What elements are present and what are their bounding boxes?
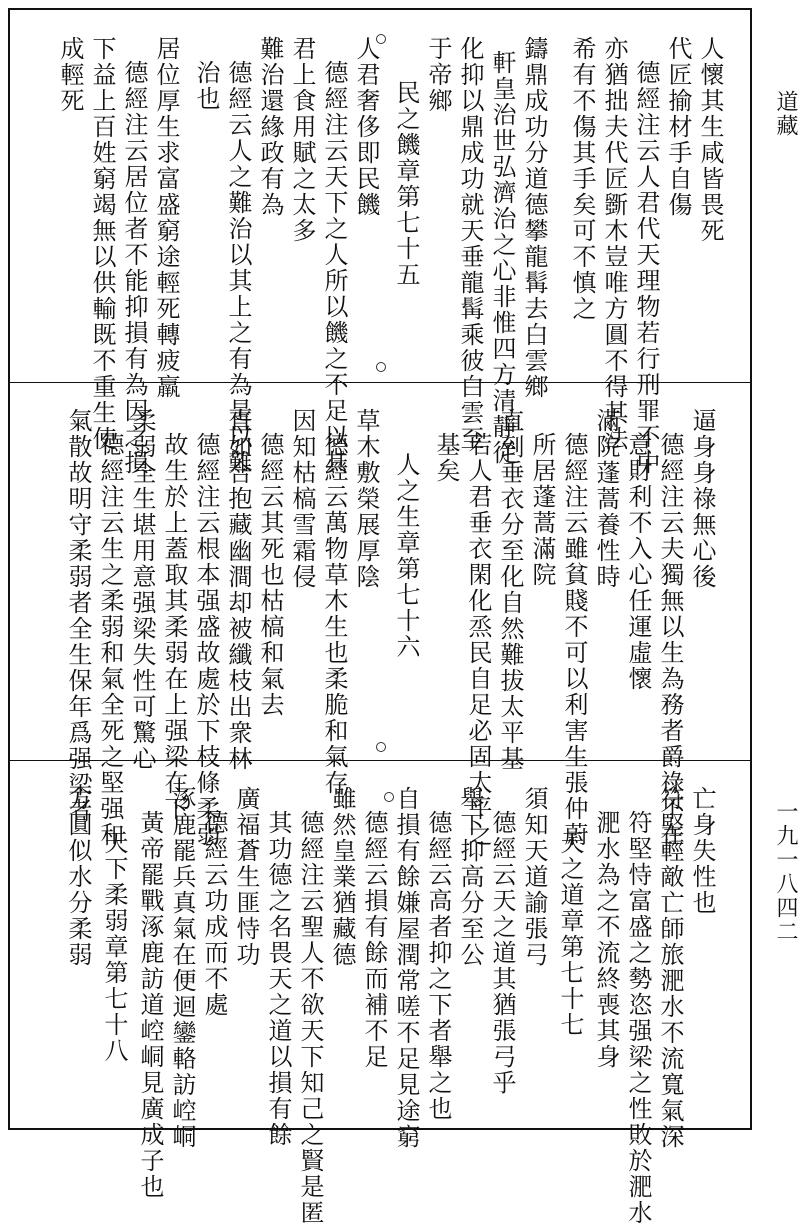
text-column: 治也 bbox=[192, 60, 220, 112]
text-column: 涿鹿罷兵真氣在便迴鑾輅訪崆峒 bbox=[168, 786, 196, 1150]
text-column: 難治還緣政有為 bbox=[256, 36, 284, 218]
punctuation-circle bbox=[376, 742, 386, 752]
text-column: 德經云損有餘而補不足 bbox=[360, 810, 388, 1070]
text-column: 下益上百姓窮竭無以供輸既不重生使 bbox=[88, 36, 116, 452]
text-column: 人懷其生咸皆畏死 bbox=[696, 36, 724, 244]
text-column: 因知枯槁雪霜侵 bbox=[288, 408, 316, 590]
text-column: 符堅輕敵亡師旅淝水不流寬氣深 bbox=[656, 786, 684, 1150]
text-column: 成輕死 bbox=[56, 36, 84, 114]
text-column: 逼身身祿無心後 bbox=[688, 408, 716, 590]
punctuation-circle bbox=[376, 362, 386, 372]
text-column: 德經注云雖貧賤不可以利害生張仲蔚 bbox=[560, 432, 588, 848]
text-column: 人君奢侈即民饑 bbox=[352, 36, 380, 218]
text-column: 廣福蒼生匪恃功 bbox=[232, 786, 260, 968]
text-column: 方圓似水分柔弱 bbox=[64, 786, 92, 968]
text-column: 德經云萬物草木生也柔脆和氣存 bbox=[320, 432, 348, 796]
text-column: 符堅恃富盛之勢恣强梁之性敗於淝水 bbox=[624, 810, 652, 1226]
text-column: 所居蓬蒿滿院 bbox=[528, 432, 556, 588]
punctuation-circle bbox=[376, 34, 386, 44]
page-number: 一九一八四二 bbox=[773, 800, 798, 944]
text-column: 自損有餘嫌屋潤常嗟不足見途窮 bbox=[392, 786, 420, 1150]
text-column: 雖然皇業猶藏德 bbox=[328, 786, 356, 968]
text-column: 其功德之名畏天之道以損有餘 bbox=[264, 810, 292, 1148]
panel-2 bbox=[12, 392, 746, 848]
panel-3 bbox=[12, 770, 746, 1226]
text-column: 鑄鼎成功分道德攀龍髯去白雲鄉 bbox=[520, 36, 548, 400]
text-column: 須知天道諭張弓 bbox=[520, 786, 548, 968]
text-column: 德經注云夫獨無以生為務者爵祿不在 bbox=[656, 432, 684, 848]
text-column: 德經云功成而不處 bbox=[200, 810, 228, 1018]
text-column: 滿院蓬蒿養性時 bbox=[592, 408, 620, 590]
text-column: 德經云天之道其猶張弓乎 bbox=[488, 810, 516, 1096]
text-column: 德經云人之難治以其上之有為是以難 bbox=[224, 60, 252, 476]
text-column: 直如合抱藏幽澗却被纖枝出衆林 bbox=[224, 408, 252, 772]
text-column: 化抑以鼎成功就天垂龍髯乘彼白雲至 bbox=[456, 36, 484, 452]
chapter-heading: 天下柔弱章第七十八 bbox=[100, 830, 128, 1064]
text-column: 氣散故明守柔弱者全生保年爲强梁者 bbox=[64, 408, 92, 824]
text-column: 德經云其死也枯槁和氣去 bbox=[256, 432, 284, 718]
chapter-heading: 天之道章第七十七 bbox=[556, 830, 584, 1038]
text-column: 草木敷榮展厚陰 bbox=[352, 408, 380, 590]
chapter-heading: 民之饑章第七十五 bbox=[392, 80, 420, 288]
text-column: 意財利不入心任運虛懷 bbox=[624, 432, 652, 692]
text-column: 德經注云人君代天理物若行刑罪不中 bbox=[632, 60, 660, 476]
text-column: 基矣 bbox=[432, 432, 460, 484]
text-column: 德經注云根本强盛故處於下枝條柔弱 bbox=[192, 432, 220, 848]
collection-title: 道藏 bbox=[773, 90, 798, 138]
text-column: 直到垂衣分至化自然難拔太平基 bbox=[496, 408, 524, 772]
text-column: 亡身失性也 bbox=[688, 786, 716, 916]
text-column: 德經云高者抑之下者舉之也 bbox=[424, 810, 452, 1122]
text-column: 德經注云居位者不能抑損有為因之損 bbox=[120, 60, 148, 476]
chapter-heading: 人之生章第七十六 bbox=[392, 452, 420, 660]
text-column: 淝水為之不流終喪其身 bbox=[592, 810, 620, 1070]
text-column: 居位厚生求富盛窮途輕死轉疲羸 bbox=[152, 36, 180, 400]
text-column: 德經注云生之柔弱和氣全死之堅强和 bbox=[96, 432, 124, 848]
text-column: 亦猶拙夫代匠斵木豈唯方圓不得其法 bbox=[600, 36, 628, 452]
text-column: 舉下抑高分至公 bbox=[456, 786, 484, 968]
text-column: 若人君垂衣閑化烝民自足必固太平之 bbox=[464, 432, 492, 848]
text-column: 德經注云聖人不欲天下知己之賢是匿 bbox=[296, 810, 324, 1226]
punctuation-circle bbox=[384, 792, 394, 802]
text-column: 黃帝罷戰涿鹿訪道崆峒見廣成子也 bbox=[136, 810, 164, 1200]
text-column: 君上食用賦之太多 bbox=[288, 36, 316, 244]
text-column: 故生於上蓋取其柔弱在上强梁在下 bbox=[160, 432, 188, 822]
text-column: 柔弱全生堪用意强梁失性可驚心 bbox=[128, 408, 156, 772]
text-column: 希有不傷其手矣可不慎之 bbox=[568, 36, 596, 322]
text-column: 代匠揄材手自傷 bbox=[664, 36, 692, 218]
text-column: 軒皇治世弘濟治之心非惟四方清靜從 bbox=[488, 50, 516, 466]
text-column: 于帝鄉 bbox=[424, 36, 452, 114]
text-column: 德經注云天下之人所以饑之不足以其 bbox=[320, 60, 348, 476]
